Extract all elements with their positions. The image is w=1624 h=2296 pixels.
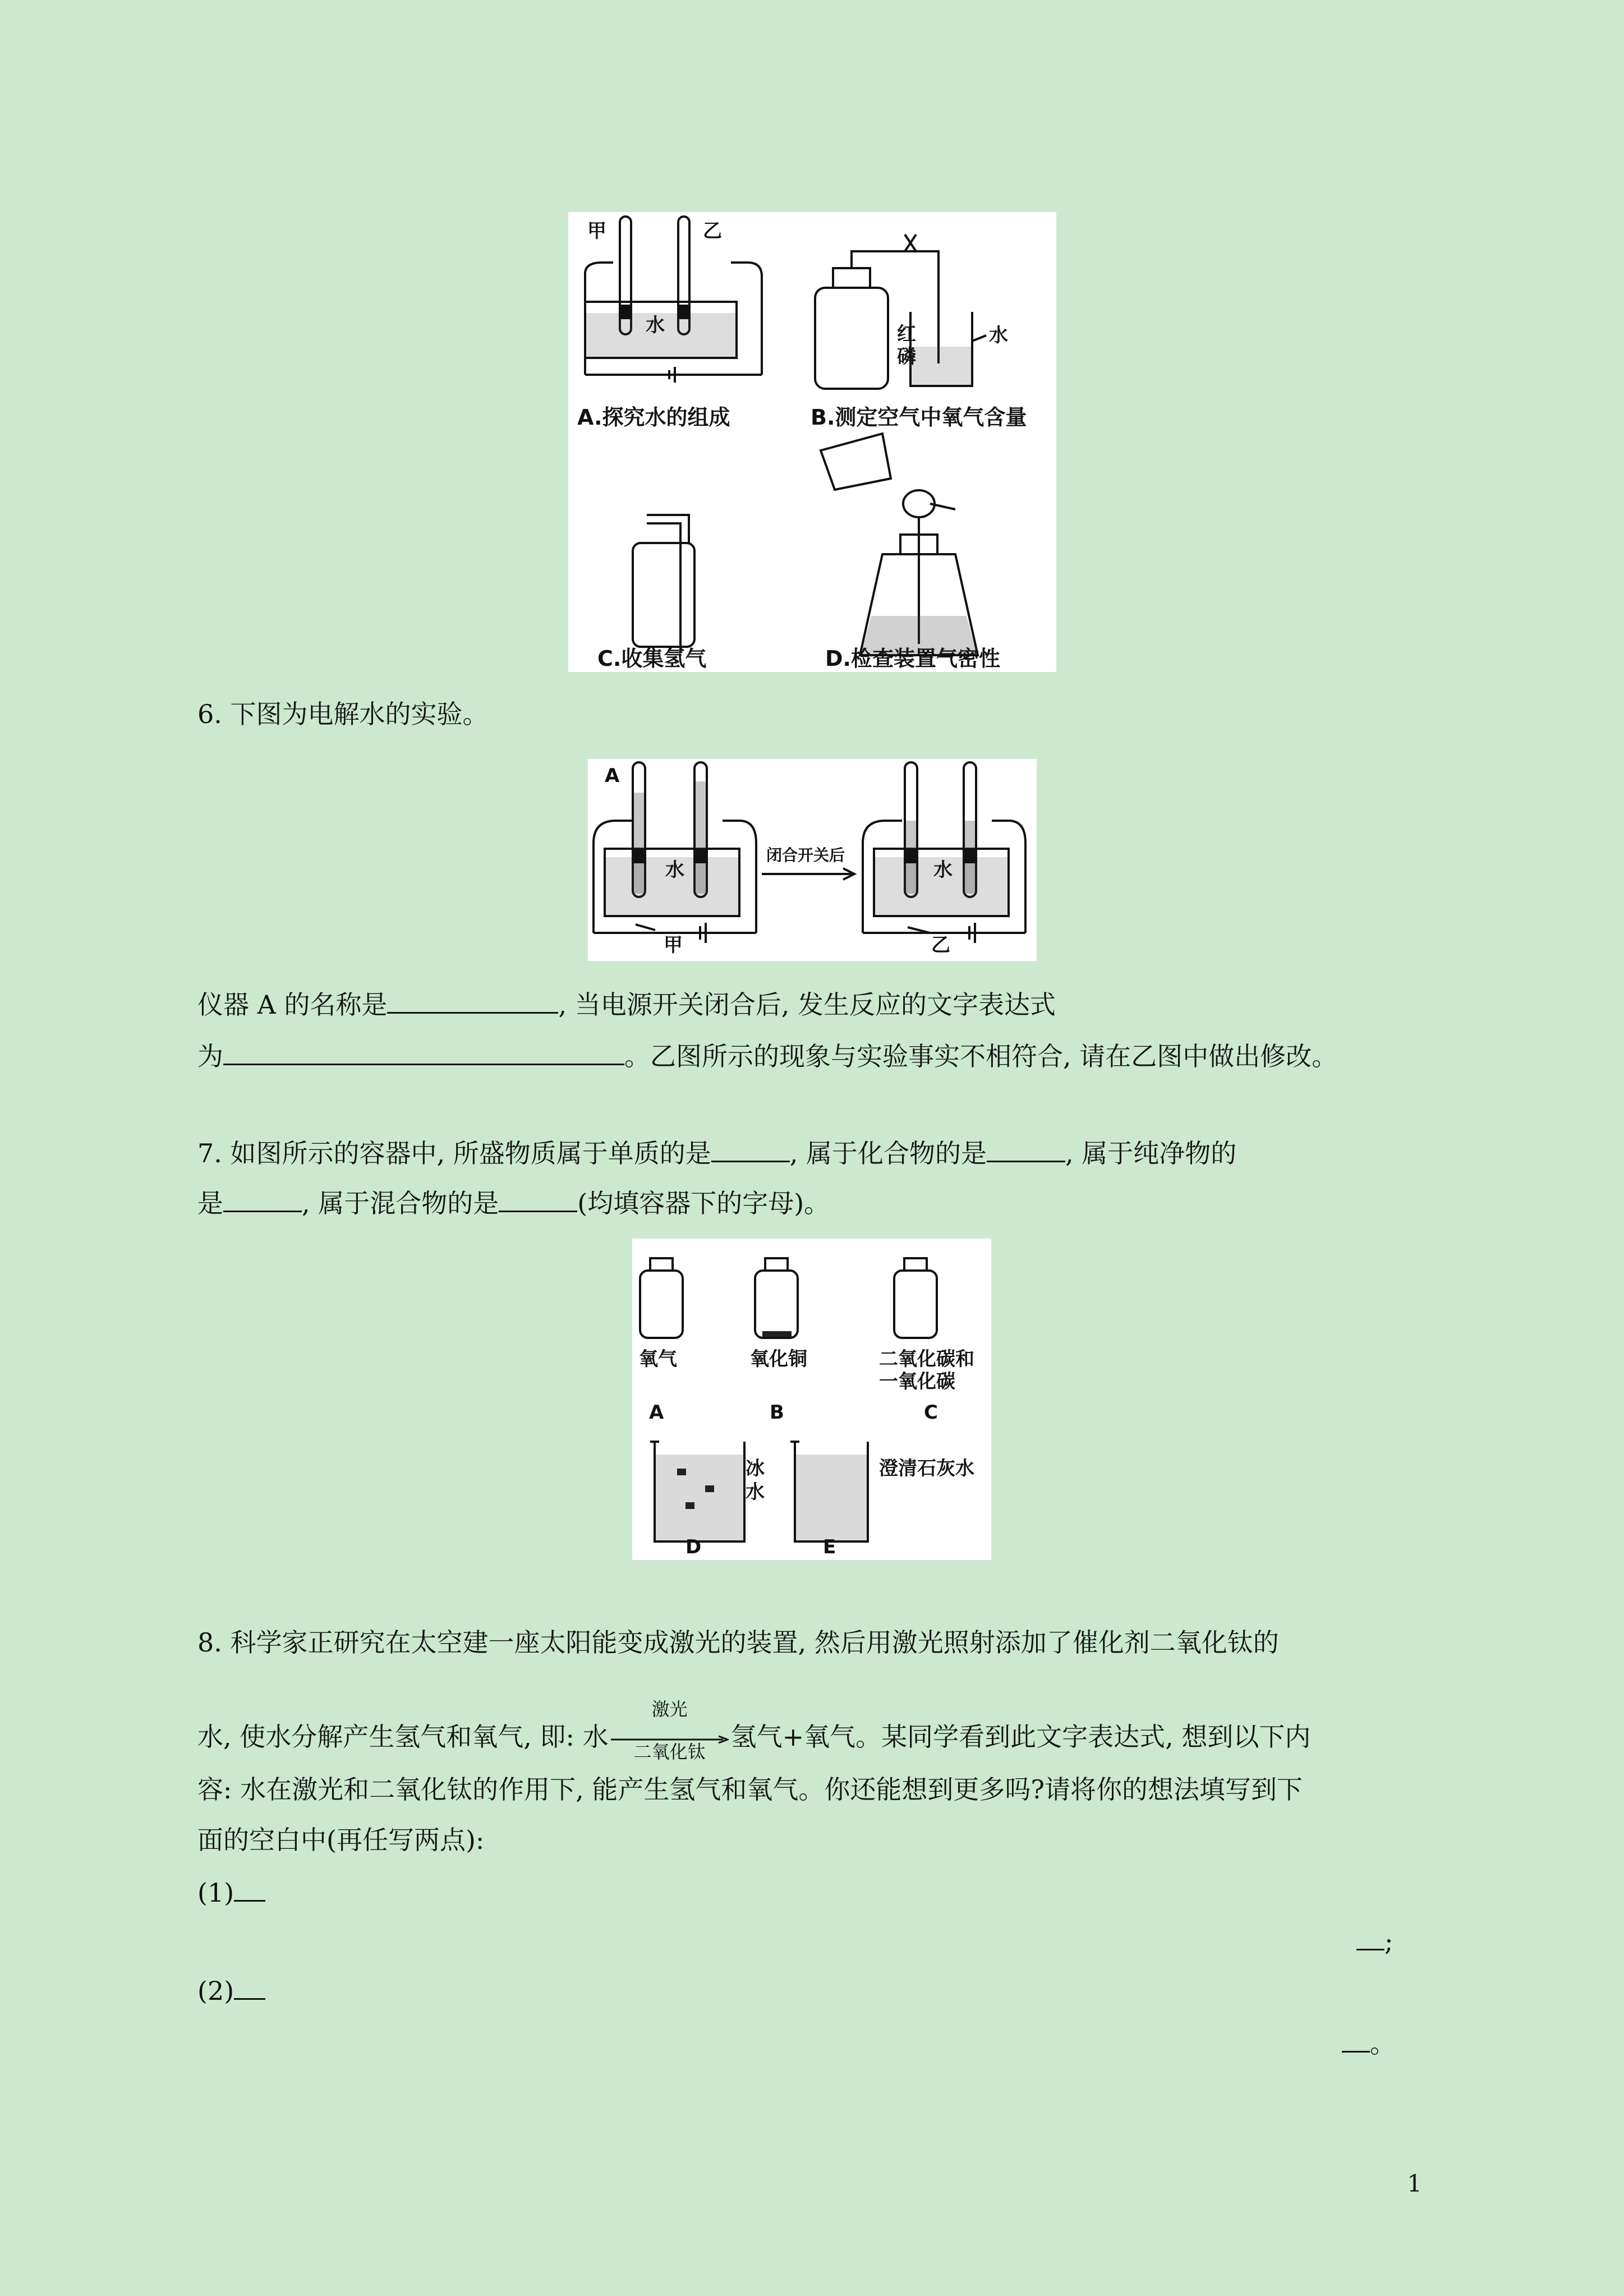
ice-label: 冰 — [746, 1457, 765, 1480]
letter-b: B — [770, 1401, 784, 1424]
caption-a: A.探究水的组成 — [577, 405, 730, 430]
answer-blank-instrument[interactable] — [387, 987, 558, 1014]
bottle-b-label: 氧化铜 — [750, 1348, 807, 1370]
water-label: 水 — [746, 1481, 765, 1503]
water-left: 水 — [665, 859, 684, 881]
bottle-c-label-1: 二氧化碳和 — [879, 1348, 974, 1370]
figure-containers — [632, 1239, 991, 1560]
limewater-label: 澄清石灰水 — [879, 1457, 974, 1480]
letter-d: D — [686, 1536, 702, 1558]
answer-blank-2-end[interactable] — [1342, 2026, 1370, 2053]
answer-blank-expression[interactable] — [223, 1039, 624, 1065]
q8-line3: 容: 水在激光和二氧化钛的作用下, 能产生氢气和氧气。你还能想到更多吗?请将你的想法填写到下 — [197, 1774, 1303, 1805]
q8-line2-after: 氢气+氧气。某同学看到此文字表达式, 想到以下内 — [730, 1722, 1311, 1752]
caption-jia: 甲 — [664, 934, 683, 956]
caption-yi: 乙 — [931, 934, 950, 956]
arrow-text: 闭合开关后 — [766, 846, 845, 864]
tube-label-jia: 甲 — [587, 220, 606, 242]
q6-line1-part1: 仪器 A 的名称是 — [197, 990, 388, 1020]
label-a: A — [605, 765, 620, 787]
arrow-top-text: 激光 — [651, 1699, 688, 1720]
q8-item2 — [197, 1973, 265, 2008]
answer-blank-2[interactable] — [234, 1973, 265, 2000]
answer-blank-compound[interactable] — [987, 1136, 1065, 1162]
item2-end: 。 — [1370, 2028, 1396, 2059]
q7-line2-a: 是 — [197, 1188, 223, 1218]
q8-item1 — [197, 1875, 265, 1910]
answer-blank-element[interactable] — [711, 1136, 790, 1162]
arrow-bottom-text: 二氧化钛 — [633, 1741, 706, 1763]
letter-c: C — [924, 1401, 938, 1424]
tube-label-yi: 乙 — [703, 220, 722, 242]
item2-label: (2) — [197, 1976, 234, 2006]
water-label-a: 水 — [646, 314, 665, 337]
bottle-c-label-2: 一氧化碳 — [879, 1370, 955, 1393]
answer-blank-mixture[interactable] — [499, 1186, 577, 1212]
q7-line1-b: , 属于化合物的是 — [789, 1138, 987, 1168]
q6-line2 — [197, 1039, 1337, 1073]
item1-end: ; — [1384, 1926, 1393, 1957]
answer-blank-pure[interactable] — [223, 1186, 302, 1212]
figure-electrolysis — [588, 759, 1037, 961]
q7-line1-c: , 属于纯净物的 — [1065, 1138, 1237, 1168]
reaction-arrow — [611, 1699, 729, 1763]
q8-line4: 面的空白中(再任写两点): — [197, 1825, 485, 1855]
bottle-a-label: 氧气 — [639, 1348, 677, 1370]
water-label-b: 水 — [989, 324, 1008, 347]
q6-line2-part2: 。乙图所示的现象与实验事实不相符合, 请在乙图中做出修改。 — [624, 1041, 1338, 1071]
q6-stem: 6. 下图为电解水的实验。 — [197, 699, 489, 729]
q8-item2-end — [1342, 2026, 1396, 2060]
letter-e: E — [823, 1536, 836, 1558]
q8-line2 — [197, 1699, 1311, 1763]
caption-d: D.检查装置气密性 — [825, 646, 1000, 671]
q7-line2-c: (均填容器下的字母)。 — [577, 1188, 830, 1218]
containers-drawing — [632, 1239, 991, 1560]
q7-line1 — [197, 1136, 1236, 1170]
red-phosphorus-label-1: 红 — [897, 323, 916, 346]
q7-line2 — [197, 1186, 830, 1220]
item1-label: (1) — [197, 1878, 234, 1908]
water-right: 水 — [933, 859, 953, 881]
caption-c: C.收集氢气 — [597, 646, 707, 671]
figure-apparatus-abcd — [568, 212, 1056, 672]
q6-line1 — [197, 987, 1056, 1022]
q8-line1: 8. 科学家正研究在太空建一座太阳能变成激光的装置, 然后用激光照射添加了催化剂二氧化钛的 — [197, 1627, 1279, 1658]
letter-a: A — [649, 1401, 664, 1424]
apparatus-drawing — [568, 212, 1056, 672]
red-phosphorus-label-2: 磷 — [897, 346, 916, 368]
q6-line1-part2: , 当电源开关闭合后, 发生反应的文字表达式 — [558, 990, 1056, 1020]
q8-line2-before: 水, 使水分解产生氢气和氧气, 即: 水 — [197, 1722, 609, 1752]
answer-blank-1[interactable] — [234, 1875, 265, 1902]
q7-line2-b: , 属于混合物的是 — [302, 1188, 499, 1218]
caption-b: B.测定空气中氧气含量 — [811, 405, 1027, 430]
q7-line1-a: 7. 如图所示的容器中, 所盛物质属于单质的是 — [197, 1138, 711, 1168]
page-number: 1 — [1407, 2170, 1422, 2197]
q6-line2-part1: 为 — [197, 1041, 223, 1071]
q8-item1-end — [1356, 1924, 1393, 1958]
answer-blank-1-end[interactable] — [1356, 1924, 1384, 1950]
